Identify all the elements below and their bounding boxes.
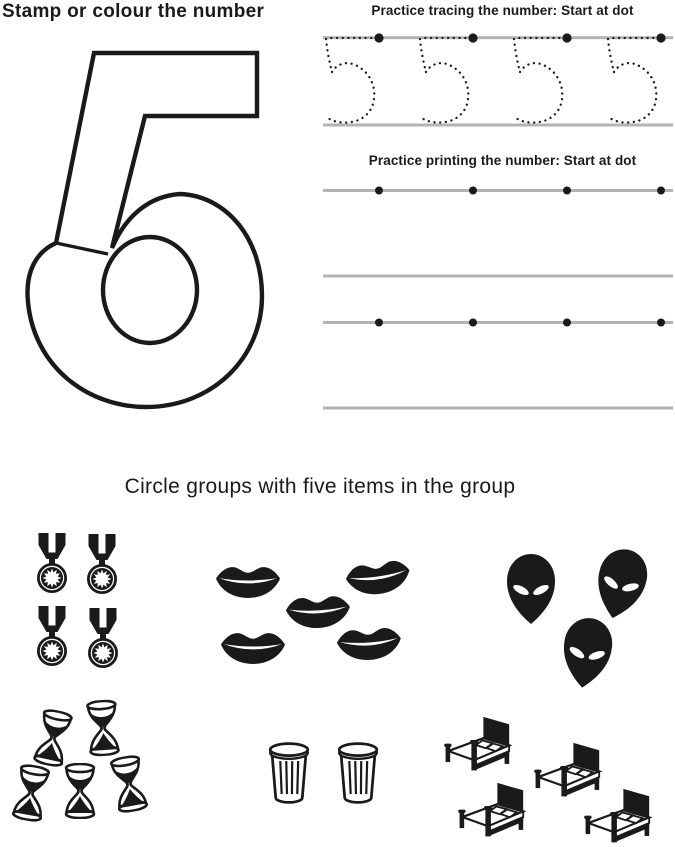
tracing-bottom-line <box>323 124 673 127</box>
lips-icon <box>284 590 352 630</box>
bed-icon <box>577 788 655 847</box>
five-outer-contour <box>28 53 262 407</box>
start-dot <box>657 187 665 195</box>
trace-five-1[interactable] <box>326 33 384 122</box>
start-dot <box>469 187 477 195</box>
start-dot <box>563 319 571 327</box>
hourglass-icon <box>63 763 97 819</box>
hourglass-icon <box>84 699 122 757</box>
group-lips[interactable] <box>210 555 410 667</box>
start-dot <box>375 187 383 195</box>
medal-icon <box>37 532 67 596</box>
group-beds[interactable] <box>435 710 675 847</box>
guide-lines <box>323 36 673 409</box>
lips-icon <box>343 554 414 600</box>
trace-five-4[interactable] <box>608 33 666 122</box>
lips-icon <box>220 628 286 665</box>
printing-row2-bottom-line <box>323 407 673 410</box>
stamp-section-title: Stamp or colour the number <box>2 1 265 22</box>
grouping-section-title: Circle groups with five items in the group <box>124 475 516 498</box>
trash-can-icon <box>267 739 311 807</box>
big-number-five-outline[interactable] <box>28 53 262 407</box>
bed-icon <box>437 716 515 775</box>
medal-icon <box>37 605 67 669</box>
bed-icon <box>451 782 529 841</box>
medal-icon <box>88 607 118 671</box>
trash-can-icon <box>336 739 380 807</box>
five-counter-hole <box>103 237 197 343</box>
printing-start-dots <box>375 187 665 327</box>
alien-icon <box>558 614 616 692</box>
hourglass-icon <box>31 707 76 769</box>
start-dot <box>563 187 571 195</box>
group-aliens[interactable] <box>500 545 675 693</box>
alien-icon <box>507 553 555 625</box>
hourglass-icon <box>9 762 52 823</box>
start-dot <box>469 319 477 327</box>
group-medals[interactable] <box>30 528 130 670</box>
printing-row1-bottom-line <box>323 275 673 278</box>
lips-icon <box>335 622 403 664</box>
start-dot <box>375 319 383 327</box>
tracing-section-title: Practice tracing the number: Start at dot <box>371 3 634 18</box>
start-dot <box>657 319 665 327</box>
hourglass-icon <box>107 753 150 814</box>
group-trash-cans[interactable] <box>265 737 385 811</box>
alien-icon <box>589 543 653 624</box>
trace-five-3[interactable] <box>514 33 572 122</box>
group-hourglasses[interactable] <box>12 698 152 826</box>
lips-icon <box>215 562 281 599</box>
trace-five-2[interactable] <box>420 33 478 122</box>
medal-icon <box>87 533 117 597</box>
printing-section-title: Practice printing the number: Start at dot <box>368 153 637 168</box>
